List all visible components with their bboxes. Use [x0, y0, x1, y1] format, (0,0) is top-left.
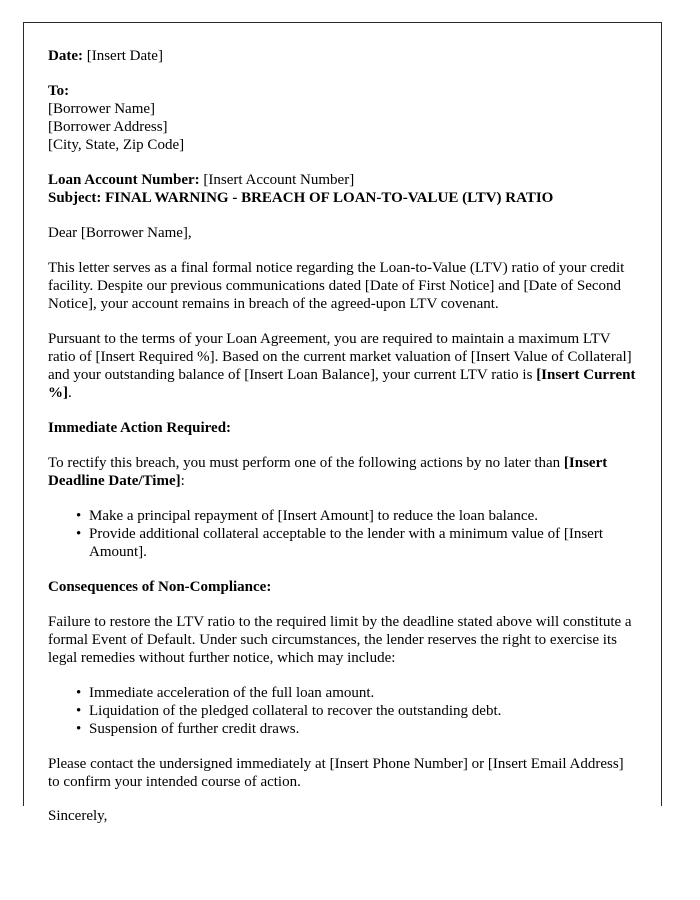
recipient-name: [Borrower Name]: [48, 101, 156, 117]
paragraph-ltv-terms-end: .: [68, 385, 72, 401]
bullet-icon: •: [76, 703, 82, 719]
document-page: [23, 22, 662, 824]
paragraph-ltv-terms-text: Pursuant to the terms of your Loan Agreement, you are required to maintain a maximum LTV ratio of [Insert Required %]. Based on the current market valuation of [Insert Value of Collateral] and your outstanding balance of [Insert Loan Balance], your current LTV ratio is: [48, 331, 632, 383]
list-item: [48, 702, 636, 720]
paragraph-rectify-text: To rectify this breach, you must perform one of the following actions by no later than: [48, 455, 564, 471]
bullet-icon: •: [76, 685, 82, 701]
subject-value: FINAL WARNING - BREACH OF LOAN-TO-VALUE (LTV) RATIO: [105, 190, 554, 206]
heading-immediate-action: Immediate Action Required:: [48, 420, 232, 436]
paragraph-rectify-end: :: [180, 473, 185, 489]
account-subject-block: [48, 171, 636, 207]
recipient-block: [48, 82, 636, 154]
paragraph-default: Failure to restore the LTV ratio to the required limit by the deadline stated above will constitute a formal Event of Default. Under such circumstances, the lender reserves the right to exercise its legal remedies without further notice, which may include:: [48, 614, 632, 666]
subject-line: [48, 189, 636, 207]
paragraph-rectify: [48, 454, 636, 490]
subject-label: Subject:: [48, 190, 102, 206]
current-ltv-placeholder: [Insert Current %]: [48, 367, 636, 401]
to-label: To:: [48, 83, 70, 99]
closing-line-clipped: [48, 807, 636, 824]
loan-account-label: Loan Account Number:: [48, 172, 200, 188]
list-item: [48, 684, 636, 702]
heading-consequences: Consequences of Non-Compliance:: [48, 579, 272, 595]
list-item-text: Liquidation of the pledged collateral to recover the outstanding debt.: [89, 703, 502, 719]
loan-account-line: [48, 171, 636, 189]
list-item-text: Provide additional collateral acceptable to the lender with a minimum value of [Insert Amount].: [89, 526, 603, 560]
list-item-text: Immediate acceleration of the full loan amount.: [89, 685, 375, 701]
paragraph-ltv-terms: [48, 330, 636, 402]
paragraph-contact: Please contact the undersigned immediately at [Insert Phone Number] or [Insert Email Address] to confirm your intended course of action.: [48, 756, 624, 790]
list-item: [48, 525, 636, 561]
document-body: [48, 47, 636, 824]
date-value: [Insert Date]: [86, 48, 163, 64]
bullet-icon: •: [76, 526, 82, 542]
deadline-placeholder: [Insert Deadline Date/Time]: [48, 455, 608, 489]
salutation: Dear [Borrower Name],: [48, 225, 192, 241]
bullet-icon: •: [76, 721, 82, 737]
list-item: [48, 720, 636, 738]
date-label: Date:: [48, 48, 83, 64]
bullet-icon: •: [76, 508, 82, 524]
date-line: [48, 47, 636, 65]
list-item: [48, 507, 636, 525]
loan-account-value: [Insert Account Number]: [203, 172, 355, 188]
consequence-bullet-list: [48, 684, 636, 738]
list-item-text: Suspension of further credit draws.: [89, 721, 300, 737]
recipient-city-state-zip: [City, State, Zip Code]: [48, 137, 185, 153]
paragraph-notice: This letter serves as a final formal notice regarding the Loan-to-Value (LTV) ratio of your credit facility. Despite our previous communications dated [Date of First Notice] and [Date of Second Notice], your account remains in breach of the agreed-upon LTV covenant.: [48, 260, 625, 312]
action-bullet-list: [48, 507, 636, 561]
recipient-address: [Borrower Address]: [48, 119, 168, 135]
closing-text: Sincerely,: [48, 808, 108, 824]
list-item-text: Make a principal repayment of [Insert Amount] to reduce the loan balance.: [89, 508, 538, 524]
